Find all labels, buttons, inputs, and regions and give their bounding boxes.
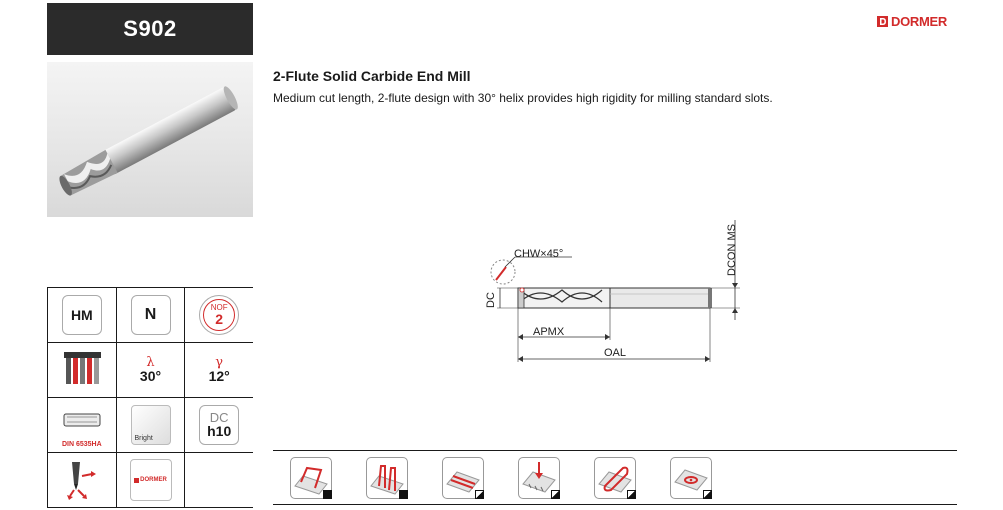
side-milling-icon bbox=[442, 457, 484, 499]
product-code: S902 bbox=[47, 3, 253, 55]
slotting-icon bbox=[290, 457, 332, 499]
application-cell bbox=[47, 343, 117, 397]
ramping-icon bbox=[594, 457, 636, 499]
rake-value: 12° bbox=[208, 368, 230, 385]
tolerance-value: h10 bbox=[207, 423, 232, 440]
material-badge: HM bbox=[62, 295, 102, 335]
cooling-cell bbox=[47, 453, 117, 507]
coating-label: Bright bbox=[134, 435, 153, 442]
shank-standard: DIN 6535HA bbox=[61, 441, 102, 448]
brand-small-label: DORMER bbox=[140, 477, 167, 483]
shank-icon bbox=[63, 413, 101, 427]
operations-top-rule bbox=[273, 450, 957, 451]
tool-type-cell bbox=[117, 288, 186, 342]
tolerance-label: DC bbox=[209, 409, 229, 425]
dcon-label: DCON MS bbox=[726, 224, 738, 276]
material-cell bbox=[47, 288, 117, 342]
face-pocket-icon bbox=[670, 457, 712, 499]
apmx-label: APMX bbox=[533, 326, 565, 338]
coating-cell bbox=[117, 398, 186, 452]
helix-value: 30° bbox=[139, 368, 162, 385]
flutes-cell bbox=[185, 288, 253, 342]
spec-row bbox=[47, 398, 253, 453]
operations-bottom-rule bbox=[273, 504, 957, 505]
brand-logo bbox=[877, 14, 947, 29]
product-description: Medium cut length, 2-flute design with 30° helix provides high rigidity for milling standard slots. bbox=[273, 91, 773, 105]
coolant-direction-icon bbox=[62, 458, 102, 502]
coating-swatch bbox=[131, 405, 171, 445]
spec-row bbox=[47, 343, 253, 398]
full-slot-icon bbox=[366, 457, 408, 499]
empty-cell bbox=[185, 453, 253, 507]
spec-row bbox=[47, 288, 253, 343]
product-photo bbox=[47, 62, 253, 217]
dormer-small-logo-icon bbox=[134, 478, 139, 483]
plunging-icon bbox=[518, 457, 560, 499]
rake-symbol: γ bbox=[215, 354, 224, 370]
brand-badge bbox=[130, 459, 172, 501]
flutes-label: NOF bbox=[210, 303, 228, 312]
technical-drawing bbox=[470, 210, 760, 370]
oal-label: OAL bbox=[604, 347, 627, 359]
shank-cell bbox=[47, 398, 117, 452]
dc-label: DC bbox=[485, 292, 497, 308]
end-mill-image bbox=[47, 62, 253, 217]
brand-name: DORMER bbox=[891, 14, 947, 29]
dormer-logo-icon bbox=[877, 16, 888, 27]
tolerance-cell bbox=[185, 398, 253, 452]
material-application-icon bbox=[62, 350, 102, 390]
brand-cell bbox=[117, 453, 186, 507]
flutes-value: 2 bbox=[215, 311, 224, 327]
rake-cell bbox=[185, 343, 253, 397]
helix-symbol: λ bbox=[146, 354, 155, 370]
spec-grid bbox=[47, 287, 253, 508]
chamfer-label: CHW×45° bbox=[514, 248, 564, 260]
flutes-badge bbox=[199, 295, 239, 335]
product-title: 2-Flute Solid Carbide End Mill bbox=[273, 68, 471, 84]
helix-cell bbox=[117, 343, 186, 397]
tool-type-badge: N bbox=[131, 295, 171, 335]
spec-row bbox=[47, 453, 253, 508]
